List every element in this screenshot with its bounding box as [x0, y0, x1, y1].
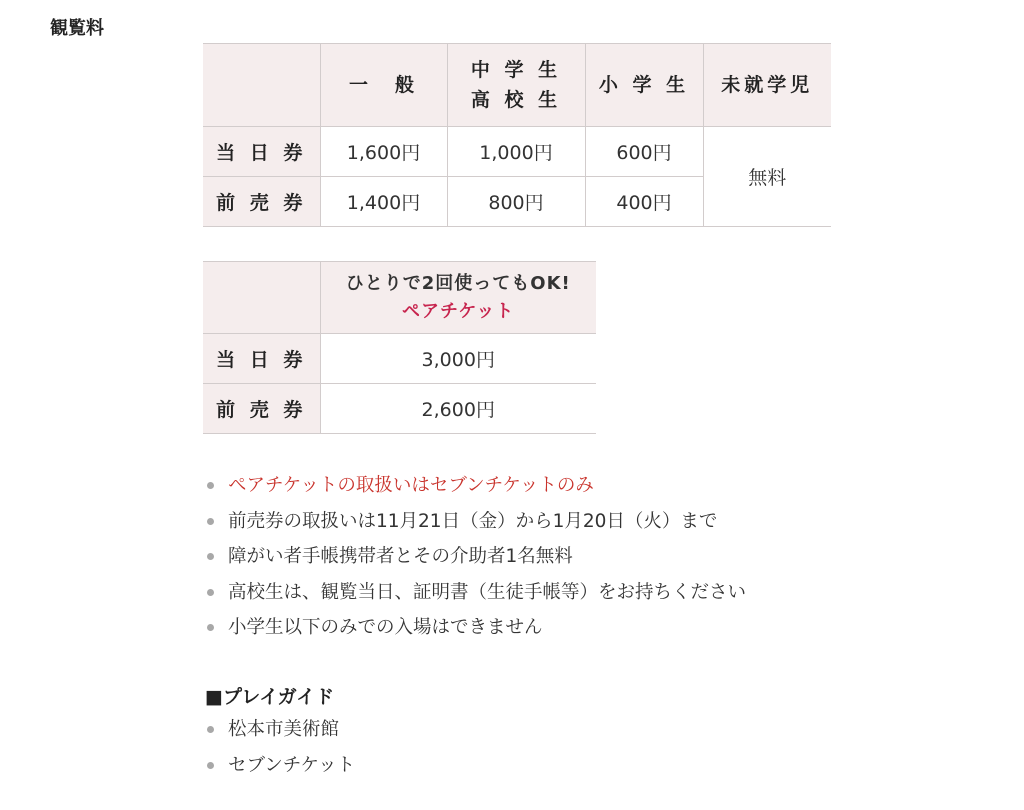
table-header-row — [203, 44, 831, 127]
header-junior-high: 中 学 生 — [470, 59, 562, 81]
admission-fee-table — [203, 43, 831, 227]
pair-subtitle: ひとりで2回使ってもOK! — [345, 272, 571, 294]
pair-row-label-advance: 前 売 券 — [203, 384, 320, 434]
header-junior-high-high-school — [447, 44, 585, 127]
row-label-same-day: 当 日 券 — [203, 127, 320, 177]
list-item: セブンチケット — [207, 748, 355, 784]
pair-price-advance: 2,600円 — [320, 384, 596, 434]
list-item: 高校生は、観覧当日、証明書（生徒手帳等）をお持ちください — [207, 575, 746, 611]
bullet-icon — [207, 553, 214, 560]
price-advance-student: 800円 — [447, 177, 585, 227]
list-item: 前売券の取扱いは11月21日（金）から1月20日（火）まで — [207, 504, 746, 540]
bullet-icon — [207, 589, 214, 596]
price-preschool-free: 無料 — [703, 127, 831, 227]
section-title: 観覧料 — [50, 18, 104, 39]
header-elementary: 小 学 生 — [585, 44, 703, 127]
bullet-icon — [207, 762, 214, 769]
notes-list — [207, 468, 746, 646]
pair-title: ペアチケット — [402, 300, 515, 322]
header-high-school: 高 校 生 — [470, 89, 562, 111]
price-advance-general: 1,400円 — [320, 177, 447, 227]
pair-header-empty-cell — [203, 262, 320, 334]
bullet-icon — [207, 726, 214, 733]
bullet-icon — [207, 518, 214, 525]
price-same-day-student: 1,000円 — [447, 127, 585, 177]
table-row — [203, 334, 596, 384]
pair-price-same-day: 3,000円 — [320, 334, 596, 384]
pair-ticket-table — [203, 261, 596, 434]
header-general: 一 般 — [320, 44, 447, 127]
list-item: 障がい者手帳携帯者とその介助者1名無料 — [207, 539, 746, 575]
play-guide-list — [207, 712, 355, 783]
bullet-icon — [207, 482, 214, 489]
pair-header-row — [203, 262, 596, 334]
list-item: ペアチケットの取扱いはセブンチケットのみ — [207, 468, 746, 504]
pair-header — [320, 262, 596, 334]
row-label-advance: 前 売 券 — [203, 177, 320, 227]
list-item: 松本市美術館 — [207, 712, 355, 748]
header-preschool: 未就学児 — [703, 44, 831, 127]
price-same-day-general: 1,600円 — [320, 127, 447, 177]
bullet-icon — [207, 624, 214, 631]
price-advance-elementary: 400円 — [585, 177, 703, 227]
play-guide-heading: ■プレイガイド — [205, 686, 335, 708]
header-empty-cell — [203, 44, 320, 127]
pair-row-label-same-day: 当 日 券 — [203, 334, 320, 384]
price-same-day-elementary: 600円 — [585, 127, 703, 177]
table-row — [203, 127, 831, 177]
table-row — [203, 384, 596, 434]
list-item: 小学生以下のみでの入場はできません — [207, 610, 746, 646]
